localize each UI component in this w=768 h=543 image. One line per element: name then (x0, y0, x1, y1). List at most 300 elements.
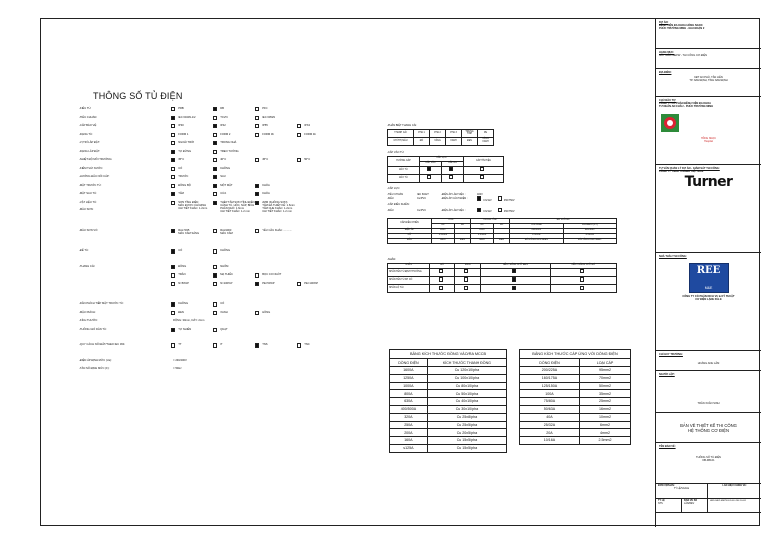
spec-option[interactable] (297, 124, 339, 128)
spec-option[interactable] (171, 175, 213, 179)
spec-option-checkbox[interactable] (297, 158, 301, 162)
spec-option-label: DB (220, 107, 224, 110)
spec-option-checkbox[interactable] (297, 343, 301, 347)
spec-option[interactable] (171, 107, 213, 111)
control-subheader: DC (494, 223, 510, 228)
spec-option-checkbox[interactable] (171, 192, 175, 196)
spec-option[interactable] (171, 273, 213, 277)
consultant-label: TƯ VẤN QUẢN LÝ DỰ ÁN - GIÁM SÁT THI CÔNG: (659, 167, 720, 170)
spec-option[interactable] (213, 343, 255, 347)
nameplate-checkbox[interactable] (580, 269, 584, 273)
spec-option-label: SƠN TĨNH ĐIỆN MÀU ĐƯỢC CHỈ ĐỊNH CHI TIẾT KHÁC: 1.2mm (178, 200, 208, 210)
consultant-name: CÔNG TY TNHH TURNER VIỆT NAM (659, 170, 704, 174)
entry-row (388, 174, 504, 182)
entry-checkbox[interactable] (449, 167, 453, 171)
spec-option-checkbox[interactable] (297, 282, 301, 286)
spec-option-checkbox[interactable] (213, 150, 217, 154)
drawing-sheet (40, 18, 760, 526)
spec-option-label: QUẠT (220, 327, 228, 331)
size-table-row (390, 374, 507, 382)
spec-option[interactable] (171, 328, 213, 332)
spec-option-checkbox[interactable] (213, 249, 217, 253)
spec-options (171, 158, 379, 162)
phase-color: ĐỎ (414, 137, 430, 145)
cable-size-table-wrap (519, 349, 631, 445)
spec-label: -THANH CÁI: (79, 264, 96, 268)
spec-option[interactable] (171, 311, 213, 315)
spec-row (79, 116, 379, 125)
control-voltage-option[interactable] (498, 208, 515, 213)
nameplate-cell (455, 268, 480, 276)
spec-option[interactable] (171, 282, 213, 286)
size-table-row (390, 382, 507, 390)
spec-option-checkbox[interactable] (213, 302, 217, 306)
control-cell: ĐỎ/VÀNG/XANH/ĐEN (510, 238, 563, 243)
spec-option-checkbox[interactable] (171, 311, 175, 315)
spec-label: -QUY CÁCH NỐI ĐẤT/THEO IEC 364: (79, 343, 126, 347)
spec-option[interactable] (255, 192, 297, 196)
spec-option-checkbox[interactable] (213, 201, 217, 205)
spec-option-label: N=50%P (178, 281, 189, 285)
cable-spec-line (387, 196, 637, 201)
size-table-cell: 250A (390, 421, 428, 429)
spec-row (79, 249, 379, 258)
size-table-cell: 95mm2 (579, 367, 630, 375)
entry-checkbox[interactable] (480, 167, 484, 171)
spec-option-checkbox[interactable] (213, 158, 217, 162)
nameplate-checkbox[interactable] (464, 286, 468, 290)
spec-option-label: IP55 (262, 124, 268, 127)
consultant-cell (656, 165, 761, 253)
phase-header: TRUNG TÍNH (462, 130, 478, 138)
control-cell: 220V (471, 228, 494, 233)
spec-option-checkbox[interactable] (297, 133, 301, 137)
spec-row (79, 158, 379, 167)
title-block (656, 19, 761, 527)
spec-option[interactable] (171, 116, 213, 120)
spec-option-checkbox[interactable] (213, 124, 217, 128)
size-table-row (390, 437, 507, 445)
spec-row (79, 302, 379, 311)
mccb-size-table-wrap (389, 349, 507, 453)
date-value: NTS (658, 501, 663, 505)
no-cell (682, 499, 708, 513)
entry-checkbox[interactable] (480, 175, 484, 179)
spec-option-checkbox[interactable] (171, 201, 175, 205)
spec-option-checkbox[interactable] (213, 184, 217, 188)
spec-option[interactable] (255, 133, 297, 137)
control-cell: 220/400V (510, 228, 563, 233)
spec-option[interactable] (213, 249, 255, 253)
size-table-cell: ≤125A (390, 444, 428, 452)
spec-row (79, 273, 379, 282)
spec-option[interactable] (297, 282, 339, 286)
spec-option[interactable] (171, 184, 213, 188)
size-table-row (520, 382, 631, 390)
size-table-cell: 75/80A (520, 398, 580, 406)
spec-option-checkbox[interactable] (255, 158, 259, 162)
spec-option-checkbox[interactable] (171, 302, 175, 306)
spec-option[interactable] (213, 192, 255, 196)
spec-option-checkbox[interactable] (255, 184, 259, 188)
spec-option[interactable] (255, 343, 297, 347)
cable-spec-key: -KIỂU (387, 197, 394, 201)
control-voltage-label: 0.6/1kV (483, 209, 492, 213)
spec-option-label: MỘT MẶT (220, 183, 233, 187)
nameplate-row-label: NHÃN TÊN TỦ ĐỊNH THƯỜNG (388, 268, 430, 276)
nameplate-checkbox[interactable] (439, 269, 443, 273)
spec-option-label: FORM 3b (262, 132, 274, 136)
spec-option[interactable] (213, 265, 255, 269)
spec-option-checkbox[interactable] (213, 328, 217, 332)
control-cell: 1.5mm2 (431, 233, 454, 238)
spec-options (171, 229, 379, 235)
control-subheader: AC (471, 223, 494, 228)
spec-option-checkbox[interactable] (213, 116, 217, 120)
control-cell: 220/400V (563, 228, 616, 233)
spec-options (171, 319, 379, 322)
spec-option-label: TỰ NHIÊN (178, 327, 192, 331)
owner-cell (656, 97, 761, 165)
spec-row (79, 167, 379, 176)
cable-spec-key: -TIÊU CHUẨN (387, 192, 404, 196)
size-table-row (390, 429, 507, 437)
busbar-and-cable-section (387, 122, 637, 293)
spec-label: -CẤP BẢO VỆ: (79, 124, 97, 127)
spec-option-checkbox[interactable] (171, 150, 175, 154)
nameplate-row-label: NHÃN LỘ TẢI (388, 285, 430, 293)
entry-checkbox[interactable] (449, 175, 453, 179)
spec-option[interactable] (297, 133, 339, 137)
nameplate-checkbox[interactable] (580, 277, 584, 281)
spec-option[interactable] (171, 192, 213, 196)
spec-option-checkbox[interactable] (213, 229, 217, 233)
spec-option[interactable] (213, 141, 255, 145)
spec-option[interactable] (171, 201, 213, 214)
spec-option[interactable] (213, 282, 255, 286)
spec-options (171, 343, 379, 347)
spec-option[interactable] (255, 158, 297, 162)
size-table-header: DÒNG ĐIỆN (520, 359, 580, 367)
control-cell: 1.5mm2 (510, 233, 563, 238)
spec-option-label: IEC 60439-1/2 (178, 115, 196, 119)
spec-label: -DẠNG TỦ: (79, 132, 93, 136)
spec-option[interactable] (213, 328, 255, 332)
spec-option[interactable] (171, 302, 213, 306)
spec-option-checkbox[interactable] (171, 184, 175, 188)
owner-name: CÔNG TY CỔ PHẦN BỆNH VIỆN ĐA KHOA TƯ NHÂN AN CHÂU - PHÚC TRƯỜNG MINH (659, 102, 713, 109)
spec-option-checkbox[interactable] (171, 273, 175, 277)
code-cell (708, 499, 761, 513)
spec-options (171, 192, 379, 196)
spec-option[interactable] (213, 175, 255, 179)
spec-option[interactable] (171, 249, 213, 253)
rev-cell (708, 484, 761, 499)
size-table-cell: 630A (390, 398, 428, 406)
spec-option[interactable] (171, 133, 213, 137)
size-table-cell: 35mm2 (579, 390, 630, 398)
size-table-cell: 1600A (390, 367, 428, 375)
spec-option-label: TỰ ĐỨNG (178, 149, 192, 153)
phase-header: THANH CÁI (388, 130, 414, 138)
contractor-name: CÔNG TY CỔ PHẦN DỊCH VỤ & KỸ THUẬT CƠ ĐIỆN LẠNH R.E.E (682, 295, 735, 302)
size-table-cell: 6mm2 (579, 421, 630, 429)
spec-option[interactable] (171, 265, 213, 269)
spec-option-label: 35°C (178, 158, 185, 161)
spec-row (79, 343, 379, 352)
item-name: GÓI THẦU MEPW - THI CÔNG CƠ ĐIỆN (659, 54, 707, 58)
nameplate-checkbox[interactable] (439, 277, 443, 281)
spec-row (79, 150, 379, 159)
nameplate-cell (480, 268, 550, 276)
nameplate-header: MICA (455, 263, 480, 268)
spec-option[interactable] (213, 273, 255, 277)
spec-option-checkbox[interactable] (255, 192, 259, 196)
size-table-cell: 50mm2 (579, 382, 630, 390)
spec-option[interactable] (213, 201, 255, 214)
entry-checkbox[interactable] (427, 167, 431, 171)
entry-checkbox[interactable] (427, 175, 431, 179)
location-cell (656, 69, 761, 97)
nameplate-cell (480, 276, 550, 284)
spec-option-label: ĐEN (178, 310, 184, 314)
phase-color: VÀNG (430, 137, 446, 145)
spec-option[interactable] (171, 167, 213, 171)
size-table-cell: 10mm2 (579, 413, 630, 421)
spec-option[interactable] (171, 229, 213, 235)
project-label: DỰ ÁN: (659, 21, 669, 24)
size-table-cell: Cu 30x10/pha (427, 405, 506, 413)
spec-option[interactable] (171, 124, 213, 128)
spec-option-label: XANH (220, 310, 228, 314)
spec-option[interactable] (171, 158, 213, 162)
spec-option-label: THÉP TẤM SƠN TĨNH ĐIỆN CÁNH TỦ, HỘC, NẮP, BÍCH PHÂN NHỎ: 1.6mm CHI TIẾT KHÁC: 1.2 mm (220, 200, 255, 214)
control-voltage-checkbox[interactable] (498, 208, 502, 212)
spec-option[interactable] (213, 133, 255, 137)
size-table-cell: Cu 15x5/pha (427, 444, 506, 452)
spec-option[interactable] (213, 107, 255, 111)
spec-option-label: IP42 (220, 124, 226, 127)
spec-option[interactable] (171, 343, 213, 347)
spec-option-checkbox[interactable] (171, 282, 175, 286)
spec-option[interactable] (171, 141, 213, 145)
spec-option[interactable] (255, 184, 297, 188)
control-subheader: CURRENT(CT) (563, 223, 616, 228)
cable-size-table (519, 349, 631, 445)
size-table-cell: Cu 15x5/pha (427, 437, 506, 445)
turner-logo: Turner (684, 174, 733, 191)
spec-option-checkbox[interactable] (255, 107, 259, 111)
phase-header: PHA 2 (430, 130, 446, 138)
nameplate-checkbox[interactable] (464, 277, 468, 281)
spec-options (171, 367, 379, 370)
spec-option[interactable] (255, 116, 297, 120)
nameplate-checkbox[interactable] (512, 269, 516, 273)
cable-voltage-checkbox[interactable] (477, 196, 481, 200)
spec-option[interactable] (255, 273, 297, 277)
nameplate-checkbox[interactable] (439, 286, 443, 290)
spec-option-checkbox[interactable] (255, 201, 259, 205)
spec-option-label: NHÔM (220, 264, 229, 268)
spec-option-checkbox[interactable] (213, 167, 217, 171)
spec-label: -VẬT LIỆU TỦ: (79, 200, 97, 204)
entry-cell (464, 174, 504, 182)
cable-voltage-checkbox[interactable] (498, 196, 502, 200)
date-cell (656, 499, 682, 513)
spec-option[interactable] (213, 158, 255, 162)
nameplate-cell (430, 276, 455, 284)
spec-row (79, 229, 379, 238)
spec-options (171, 282, 379, 286)
spec-options (171, 175, 379, 179)
drawer-cell (656, 371, 761, 413)
size-table-cell: 4mm2 (579, 429, 630, 437)
spec-label: -MẶT TRƯỚC TỦ: (79, 183, 102, 187)
spec-option-checkbox[interactable] (171, 229, 175, 233)
spec-option-checkbox[interactable] (171, 158, 175, 162)
size-table-header-row (390, 359, 507, 367)
cable-voltage-option[interactable] (498, 196, 515, 201)
cable-voltage-option[interactable] (477, 196, 492, 201)
size-table-row (390, 413, 507, 421)
spec-label: -KIỂM THỬ NƯỚC: (79, 166, 104, 170)
spec-option-label: 40°C (220, 158, 227, 161)
size-table-cell: Cu 40x10/pha (427, 398, 506, 406)
spec-option-checkbox[interactable] (255, 311, 259, 315)
spec-option-label: SAU (220, 175, 226, 178)
spec-option[interactable] (255, 124, 297, 128)
size-table-header: KÍCH THƯỚC THANH ĐỒNG (427, 359, 506, 367)
control-header: PHA (431, 218, 470, 223)
spec-option-checkbox[interactable] (171, 116, 175, 120)
spec-option-checkbox[interactable] (171, 107, 175, 111)
spec-option[interactable] (171, 150, 213, 154)
spec-option-checkbox[interactable] (255, 116, 259, 120)
spec-option[interactable] (213, 184, 255, 188)
spec-options (171, 265, 379, 269)
spec-label: -MẶT SAU TỦ: (79, 192, 97, 195)
spec-option-checkbox[interactable] (171, 265, 175, 269)
spec-option[interactable] (255, 282, 297, 286)
scale-label: ĐƠN VỊ/PHẦN: (658, 484, 675, 487)
spec-option[interactable] (297, 343, 339, 347)
size-table-cell: Cu 20x5/pha (427, 429, 506, 437)
spec-option-label: KHÓA (262, 183, 270, 187)
spec-option-checkbox[interactable] (255, 273, 259, 277)
spec-option-label: N=100%P (220, 281, 233, 285)
spec-option[interactable] (213, 124, 255, 128)
spec-option-label: IP30 (178, 124, 184, 127)
spec-options (171, 124, 379, 128)
spec-option[interactable] (213, 150, 255, 154)
location-name: KĐT AN PHÚ, TÂN LIÊN TP. NAM ĐỊNH, TỈNH NAM ĐỊNH (689, 76, 728, 83)
spec-option[interactable] (213, 229, 255, 235)
ree-logo-sub: M&E (704, 286, 713, 290)
spec-option-checkbox[interactable] (171, 249, 175, 253)
cable-spec-value: IEC 60227 (417, 192, 429, 196)
nameplate-checkbox[interactable] (580, 286, 584, 290)
spec-option-checkbox[interactable] (213, 175, 217, 179)
spec-option-checkbox[interactable] (171, 167, 175, 171)
spec-option-checkbox[interactable] (255, 282, 259, 286)
spec-option-checkbox[interactable] (213, 141, 217, 145)
drawer-label: NGƯỜI LẬP: (659, 373, 675, 376)
spec-option-checkbox[interactable] (255, 229, 259, 233)
spec-option[interactable] (213, 167, 255, 171)
spec-option-label: CÓ (178, 249, 183, 253)
spec-sub-label: -MÀU SƠN: (79, 208, 94, 212)
control-voltage-checkbox[interactable] (477, 208, 481, 212)
spec-option-checkbox[interactable] (213, 265, 217, 269)
spec-options (171, 150, 379, 154)
spec-option[interactable] (255, 311, 297, 315)
spec-option-checkbox[interactable] (255, 124, 259, 128)
size-table-cell: 2.5mm2 (579, 437, 630, 445)
spec-option-checkbox[interactable] (213, 273, 217, 277)
nameplate-checkbox[interactable] (464, 269, 468, 273)
spec-row (79, 367, 379, 376)
spec-options (171, 328, 379, 332)
spec-option-label: IPX4 (304, 124, 311, 127)
spec-option-checkbox[interactable] (213, 192, 217, 196)
spec-option-checkbox[interactable] (213, 107, 217, 111)
spec-option-checkbox[interactable] (213, 343, 217, 347)
spec-option[interactable] (297, 158, 339, 162)
spec-option-label: KHÔNG (220, 249, 231, 253)
spec-option-checkbox[interactable] (171, 343, 175, 347)
spec-option-checkbox[interactable] (171, 124, 175, 128)
nameplate-checkbox[interactable] (512, 286, 516, 290)
spec-option[interactable] (213, 116, 255, 120)
panel-spec-list (79, 107, 379, 376)
spec-option-checkbox[interactable] (255, 343, 259, 347)
nameplate-header: NHÃN (388, 263, 430, 268)
spec-options (171, 359, 379, 362)
nameplate-checkbox[interactable] (512, 277, 516, 281)
size-table-cell: 25mm2 (579, 398, 630, 406)
control-cell: MÀU (388, 238, 432, 243)
spec-label: -VỊ TRÍ LẮP ĐẶT: (79, 141, 100, 144)
spec-options (171, 133, 379, 137)
spec-option-checkbox[interactable] (171, 133, 175, 137)
control-header: TRUNG TÍNH (471, 218, 510, 223)
spec-option-checkbox[interactable] (213, 133, 217, 137)
spec-option[interactable] (255, 107, 297, 111)
control-cable-specs (387, 208, 637, 213)
spec-option[interactable] (213, 302, 255, 306)
spec-option-checkbox[interactable] (213, 282, 217, 286)
spec-option[interactable] (213, 311, 255, 315)
size-table-caption-row (390, 350, 507, 359)
spec-option-label: TCVN (220, 115, 228, 119)
mccb-size-table (389, 349, 507, 453)
spec-option-checkbox[interactable] (297, 124, 301, 128)
entry-title: -CẤP VÀO TỦ: (387, 150, 405, 154)
spec-option-label: TT (178, 343, 182, 347)
spec-option[interactable] (255, 229, 297, 235)
spec-option-checkbox[interactable] (213, 311, 217, 315)
size-table-row (390, 405, 507, 413)
spec-option-checkbox[interactable] (171, 328, 175, 332)
control-voltage-option[interactable] (477, 208, 492, 213)
spec-option[interactable] (255, 201, 315, 214)
nameplate-header: ĐỎ (430, 263, 455, 268)
spec-option-label: PE=100%P (304, 281, 319, 285)
spec-option-checkbox[interactable] (171, 175, 175, 179)
entry-row-label: ĐÁY TỦ (388, 174, 420, 182)
spec-option-checkbox[interactable] (171, 141, 175, 145)
spec-option-checkbox[interactable] (255, 133, 259, 137)
